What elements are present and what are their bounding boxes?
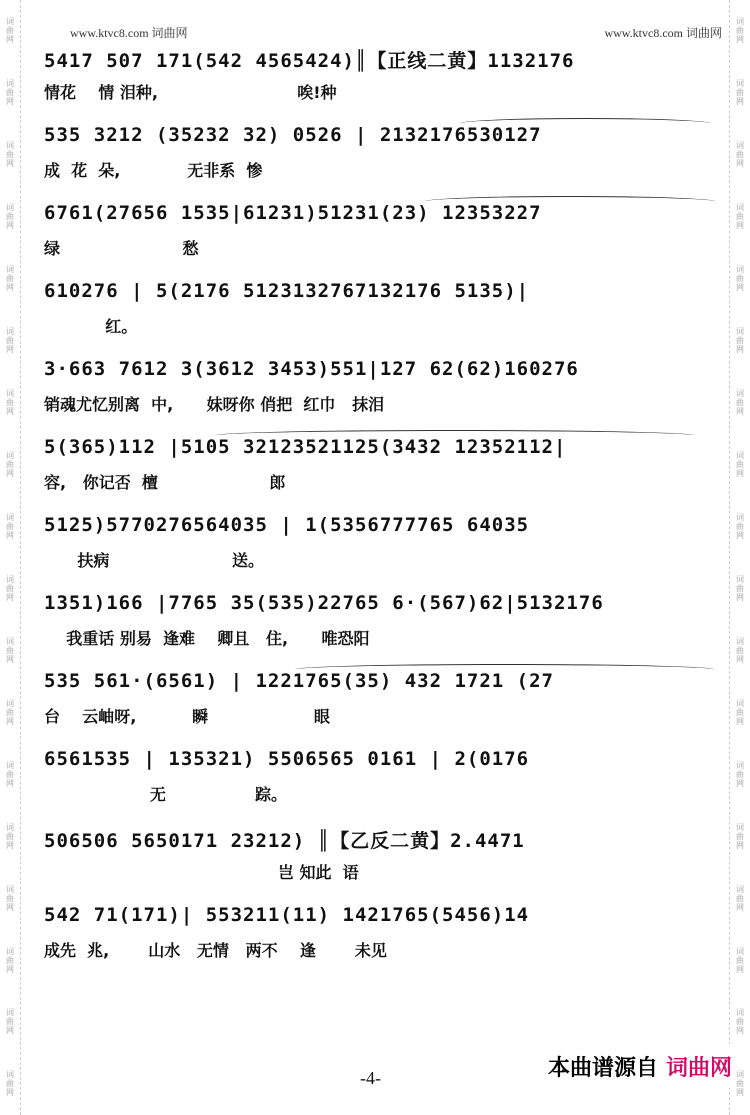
notation: 3·663 7612 3(3612 3453)551|127 62(62)160276: [44, 358, 579, 380]
notation: 1351)166 |7765 35(535)22765 6·(567)62|5132176: [44, 592, 604, 614]
notation: 610276 | 5(2176 5123132767132176 5135)|: [44, 280, 530, 302]
watermark-text: 词曲网: [5, 17, 15, 45]
lyrics: 我重话 别易 逢难 卿且 住, 唯恐阳: [44, 629, 370, 648]
lyrics: 岂 知此 语: [44, 863, 359, 882]
watermark-text: 词曲网: [5, 1070, 15, 1098]
watermark-text: 词曲网: [735, 1070, 745, 1098]
notation: 6761(27656 1535|61231)51231(23) 12353227: [44, 202, 542, 224]
watermark-text: 词曲网: [735, 512, 745, 540]
lyrics: 成先 兆, 山水 无情 两不 逢 未见: [44, 941, 387, 960]
score-line-7: [40, 508, 720, 586]
notation: 542 71(171)| 553211(11) 1421765(5456)14: [44, 904, 530, 926]
lyrics: 台 云岫呀, 瞬 眼: [44, 707, 330, 726]
watermark-text: 词曲网: [735, 698, 745, 726]
watermark-text: 词曲网: [735, 17, 745, 45]
watermark-text: 词曲网: [735, 884, 745, 912]
lyrics: 情花 情 泪种, 唉!种: [44, 83, 337, 102]
notation: 535 561·(6561) | 1221765(35) 432 1721 (27: [44, 670, 554, 692]
notation: 5417 507 171(542 4565424)║【正线二黄】1132176: [44, 50, 575, 72]
watermark-text: 词曲网: [5, 574, 15, 602]
watermark-text: 词曲网: [5, 389, 15, 417]
notation: 5125)5770276564035 | 1(5356777765 64035: [44, 514, 530, 536]
watermark-text: 词曲网: [5, 203, 15, 231]
watermark-text: 词曲网: [5, 636, 15, 664]
source-label: 本曲谱源自: [547, 1055, 658, 1081]
watermark-text: 词曲网: [5, 698, 15, 726]
watermark-text: 词曲网: [735, 79, 745, 107]
watermark-text: 词曲网: [735, 327, 745, 355]
watermark-text: 词曲网: [735, 1008, 745, 1036]
score-line-6: [40, 430, 720, 508]
lyrics: 容, 你记否 檀 郎: [44, 473, 286, 492]
watermark-text: 词曲网: [5, 79, 15, 107]
right-watermark-strip: [729, 0, 750, 1115]
watermark-text: 词曲网: [5, 265, 15, 293]
score-line-5: [40, 352, 720, 430]
score-line-10: [40, 742, 720, 820]
watermark-text: 词曲网: [735, 636, 745, 664]
score-line-2: [40, 118, 720, 196]
lyrics: 绿 愁: [44, 239, 199, 258]
watermark-text: 词曲网: [5, 760, 15, 788]
score-line-8: [40, 586, 720, 664]
score-line-12: [40, 898, 720, 976]
watermark-text: 词曲网: [5, 1008, 15, 1036]
watermark-text: 词曲网: [5, 141, 15, 169]
watermark-text: 词曲网: [5, 327, 15, 355]
watermark-text: 词曲网: [735, 141, 745, 169]
score-line-4: [40, 274, 720, 352]
notation: 5(365)112 |5105 32123521125(3432 12352112|: [44, 436, 567, 458]
lyrics: 扶病 送。: [44, 551, 264, 570]
page-number: -4-: [360, 1068, 381, 1088]
watermark-text: 词曲网: [5, 884, 15, 912]
watermark-text: 词曲网: [735, 946, 745, 974]
watermark-text: 词曲网: [735, 574, 745, 602]
score-line-3: [40, 196, 720, 274]
source-stamp: [472, 1044, 732, 1088]
watermark-text: 词曲网: [735, 451, 745, 479]
lyrics: 红。: [44, 317, 138, 336]
jianpu-score: [40, 40, 720, 976]
left-watermark-strip: [0, 0, 21, 1115]
score-line-11: [40, 820, 720, 898]
watermark-text: 词曲网: [5, 946, 15, 974]
watermark-text: 词曲网: [5, 451, 15, 479]
lyrics: 成 花 朵, 无非系 惨: [44, 161, 263, 180]
lyrics: 无 踪。: [44, 785, 287, 804]
source-brand: 词曲网: [665, 1055, 732, 1081]
watermark-text: 词曲网: [735, 203, 745, 231]
score-line-1: [40, 40, 720, 118]
score-line-9: [40, 664, 720, 742]
site-url-right: www.ktvc8.com 词曲网: [604, 26, 722, 40]
notation: 506506 5650171 23212) ║【乙反二黄】2.4471: [44, 830, 525, 852]
watermark-text: 词曲网: [735, 389, 745, 417]
watermark-text: 词曲网: [735, 265, 745, 293]
site-url-left: www.ktvc8.com 词曲网: [70, 26, 188, 40]
watermark-text: 词曲网: [5, 822, 15, 850]
watermark-text: 词曲网: [735, 760, 745, 788]
lyrics: 销魂尤忆别离 中, 妹呀你 俏把 红巾 抹泪: [44, 395, 385, 414]
notation: 535 3212 (35232 32) 0526 | 2132176530127: [44, 124, 542, 146]
notation: 6561535 | 135321) 5506565 0161 | 2(0176: [44, 748, 530, 770]
watermark-text: 词曲网: [5, 512, 15, 540]
watermark-text: 词曲网: [735, 822, 745, 850]
